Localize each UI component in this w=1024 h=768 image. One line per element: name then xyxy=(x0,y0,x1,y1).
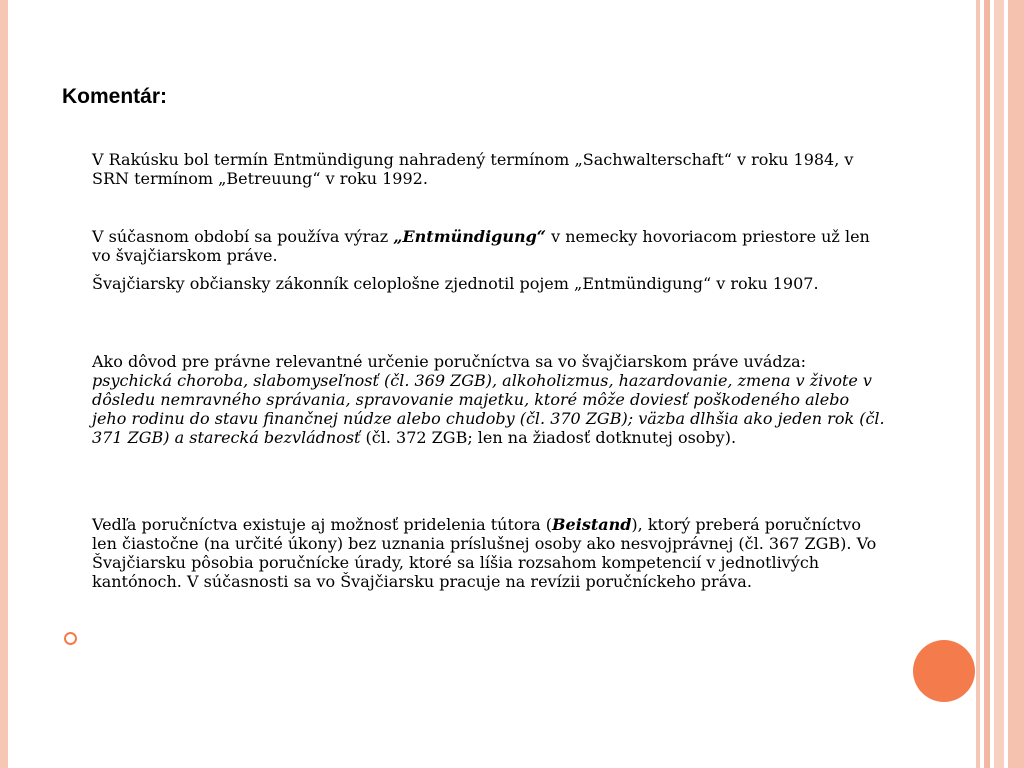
paragraph-text: V Rakúsku bol termín Entmündigung nahradený termínom „Sachwalterschaft“ v roku 1984, v SRN termínom „Betreuung“ v roku 1992. xyxy=(92,150,854,188)
emphasis-term: Beistand xyxy=(552,515,632,534)
left-frame-border xyxy=(0,0,8,768)
paragraph-1 xyxy=(92,150,887,188)
paragraph-text: (čl. 372 ZGB; len na žiadosť dotknutej osoby). xyxy=(360,428,737,447)
decorative-circle xyxy=(913,640,975,702)
emphasis-term: „Entmündigung“ xyxy=(393,227,546,246)
paragraph-5 xyxy=(92,515,887,591)
stripe xyxy=(976,0,980,768)
paragraph-text: V súčasnom období sa používa výraz xyxy=(92,227,394,246)
italic-list: psychická choroba, slabomyseľnosť (čl. 369 ZGB), alkoholizmus, hazardovanie, zmena v živote v dôsledu nemravného správania, spravovanie majetku, ktoré môže doviesť poškodeného alebo jeho rodinu do stavu finančnej núdze alebo chudoby (čl. 370 ZGB); väzba dlhšia ako jeden rok (čl. 371 ZGB) a starecká bezvládnosť xyxy=(92,371,885,447)
paragraph-text: v nemecky hovoriacom priestore už len vo švajčiarskom práve. xyxy=(92,227,870,265)
right-frame-stripes xyxy=(976,0,1024,768)
stripe xyxy=(984,0,990,768)
paragraph-3 xyxy=(92,274,887,293)
stripe xyxy=(994,0,1004,768)
paragraph-text: Švajčiarsky občiansky zákonník celoplošne zjednotil pojem „Entmündigung“ v roku 1907. xyxy=(92,274,819,293)
paragraph-text: Ako dôvod pre právne relevantné určenie poručníctva sa vo švajčiarskom práve uvádza: xyxy=(92,352,807,371)
paragraph-4 xyxy=(92,352,887,447)
paragraph-2 xyxy=(92,227,887,265)
stripe xyxy=(1008,0,1024,768)
paragraph-text: ), ktorý preberá poručníctvo len čiastočne (na určité úkony) bez uznania príslušnej osoby ako nesvojprávnej (čl. 367 ZGB). Vo Švajčiarsku pôsobia poručnícke úrady, ktoré sa líšia rozsahom kompetencií v jednotlivých kantónoch. V súčasnosti sa vo Švajčiarsku pracuje na revízii poručníckeho práva. xyxy=(92,515,877,591)
slide-title: Komentár: xyxy=(62,85,168,108)
paragraph-text: Vedľa poručníctva existuje aj možnosť pridelenia tútora ( xyxy=(92,515,553,534)
empty-bullet-icon xyxy=(64,632,77,645)
